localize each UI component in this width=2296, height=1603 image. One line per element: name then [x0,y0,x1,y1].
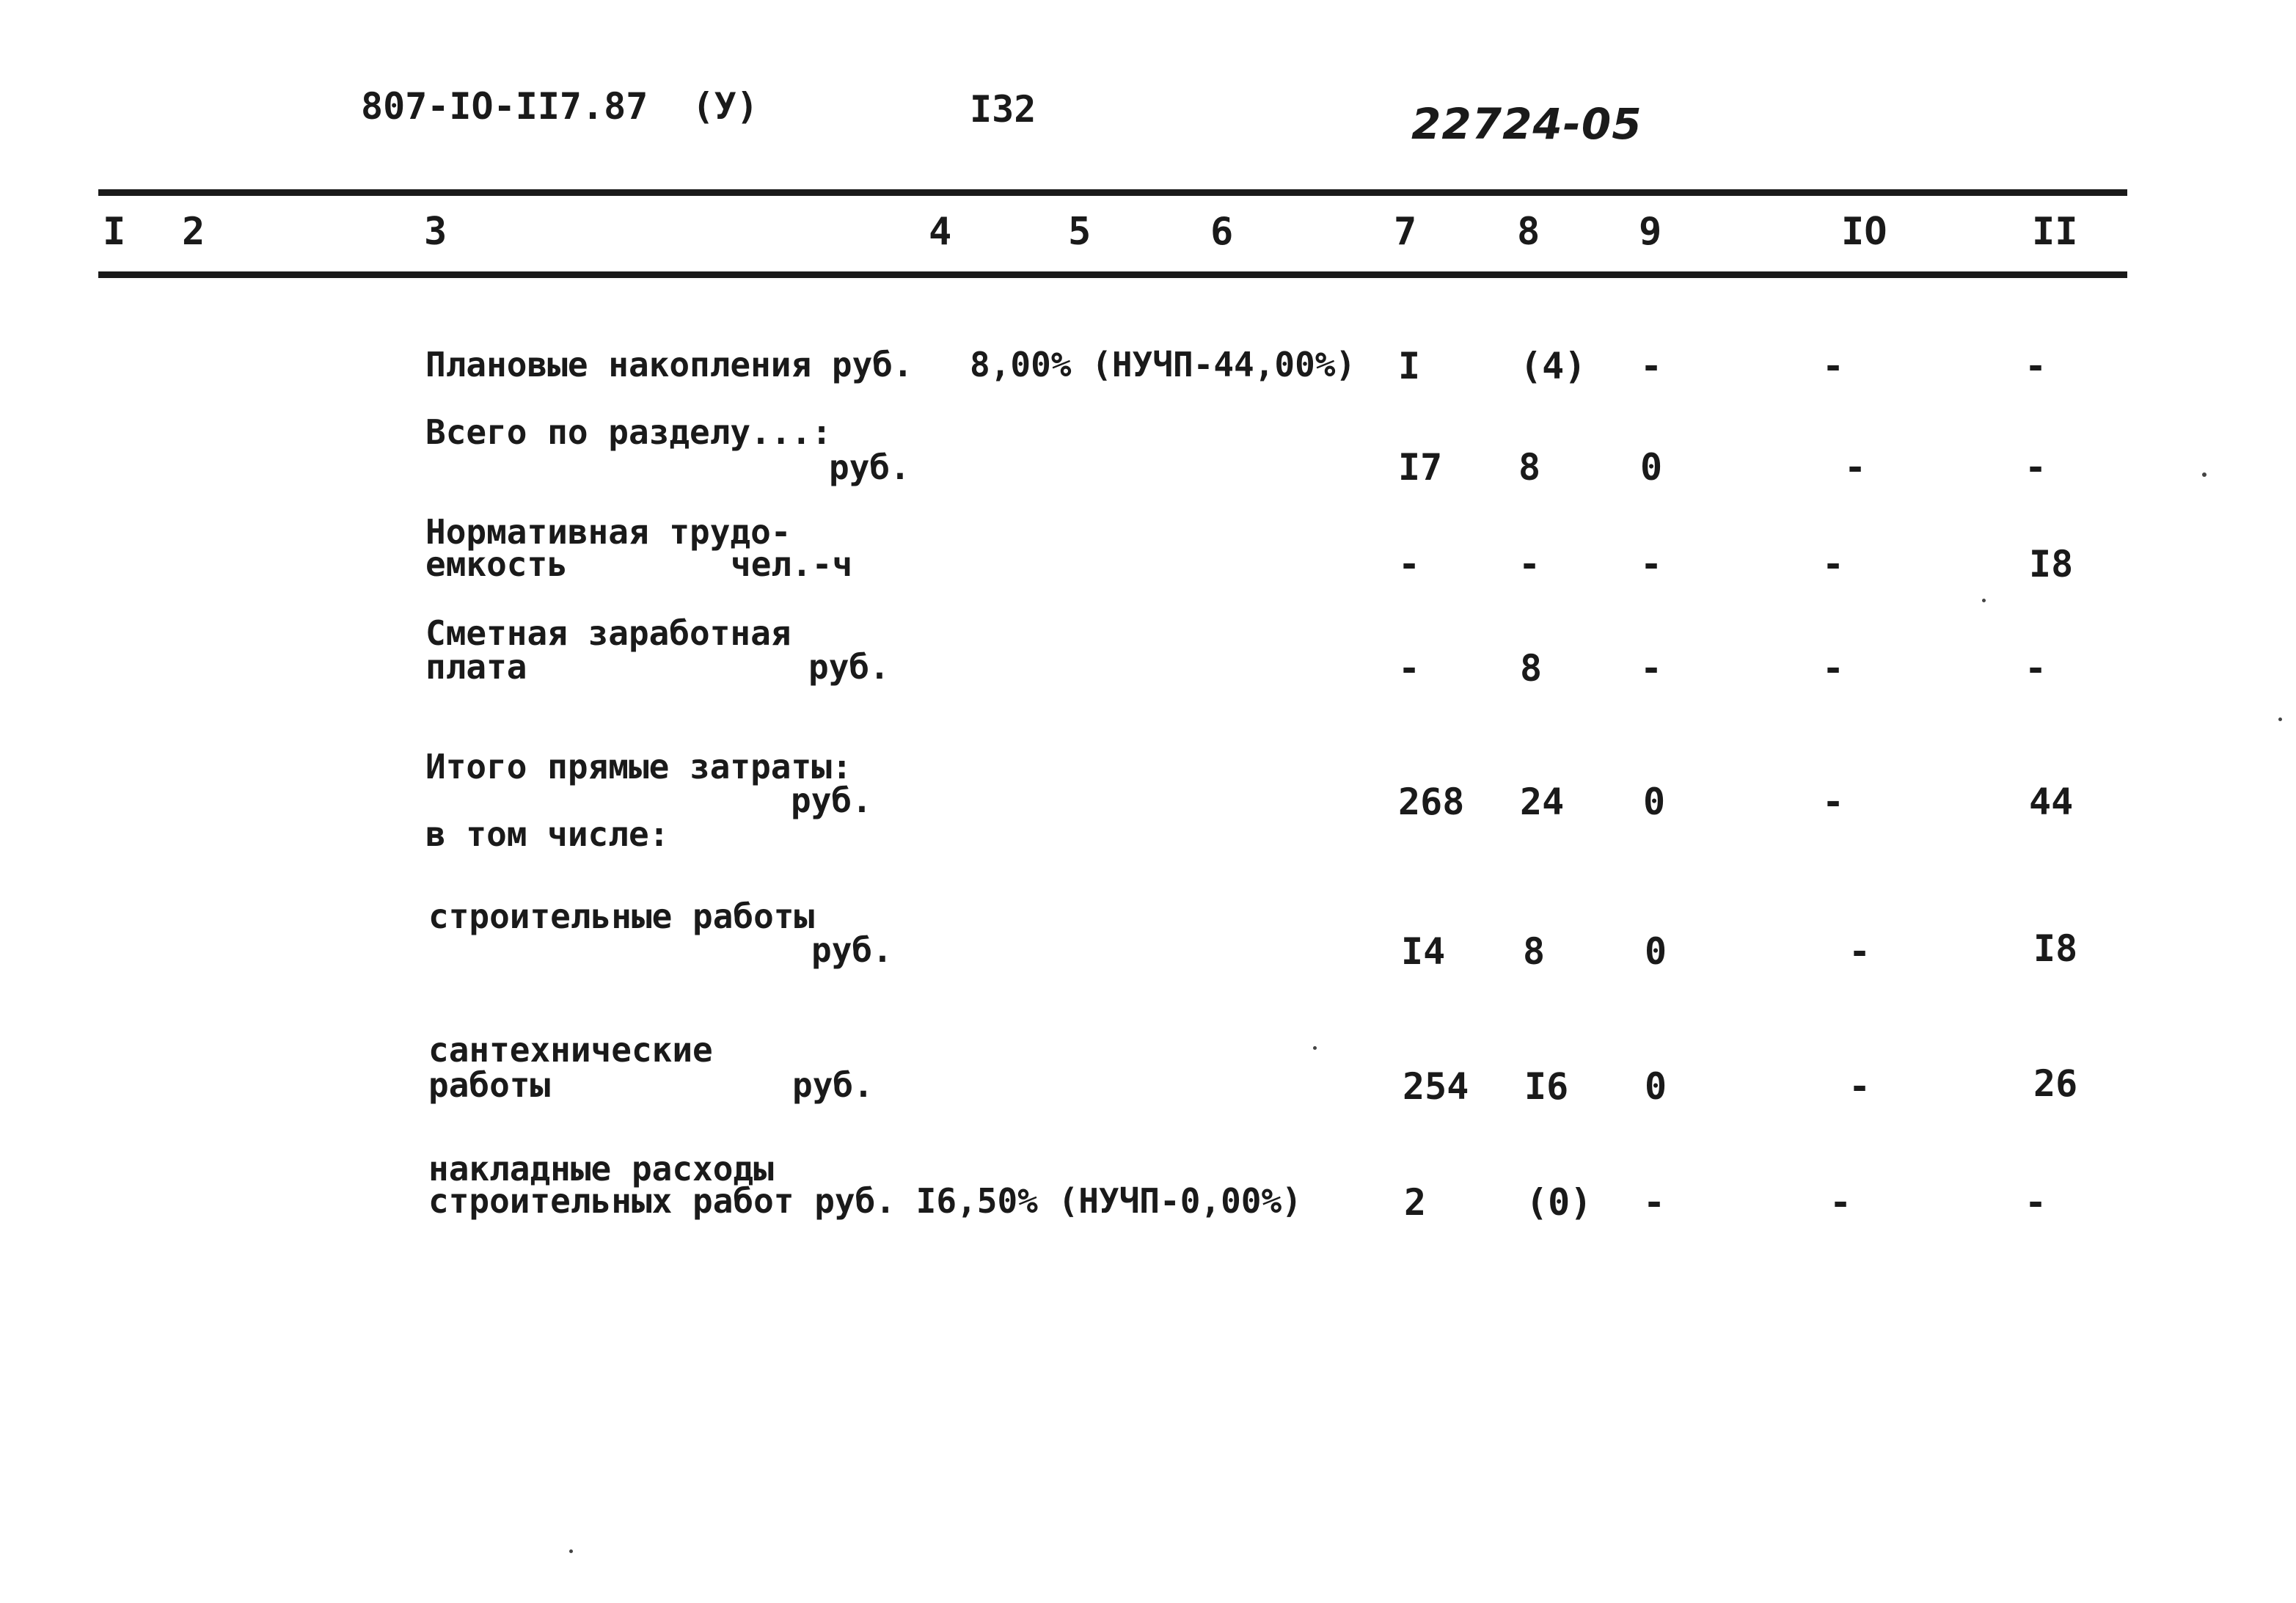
column-header: IO [1841,210,1887,254]
column-header: 3 [424,210,447,254]
cell-col7: - [1398,647,1421,690]
cell-col11: 44 [2029,781,2074,823]
cell-col8: (0) [1526,1181,1593,1224]
page-number: I32 [970,88,1037,131]
scan-speck [1982,599,1986,602]
cell-col9: - [1640,345,1663,387]
row-label: строительные работы [428,897,815,936]
cell-col9: - [1643,1181,1666,1224]
cell-col9: 0 [1645,930,1667,973]
row-label: Итого прямые затраты: [425,747,852,786]
row-label: сантехнические [428,1030,713,1070]
cell-col7: 2 [1404,1181,1427,1224]
cell-col10: - [1822,345,1845,387]
column-header: II [2032,210,2078,254]
cell-col7: I4 [1401,930,1446,973]
row-label: Нормативная трудо- [425,512,791,552]
column-header: 6 [1210,210,1234,254]
row-label: Плановые накопления руб. [425,345,913,384]
cell-col7: I7 [1398,446,1443,489]
cell-col9: 0 [1645,1065,1667,1108]
cell-col9: 0 [1640,446,1663,489]
column-header: 8 [1517,210,1540,254]
row-label: Всего по разделу...: [425,412,832,452]
cell-col9: 0 [1643,781,1666,823]
row-unit: руб. [808,647,890,687]
cell-col8: I6 [1524,1065,1569,1108]
cell-col8: - [1518,543,1541,585]
cell-col9: - [1640,647,1663,690]
cell-col8: (4) [1520,345,1587,387]
cell-col10: - [1829,1181,1852,1224]
cell-col7: I [1398,345,1421,387]
cell-col10: - [1822,781,1845,823]
cell-col8: 24 [1520,781,1565,823]
cell-col10: - [1849,930,1871,973]
cell-col7: - [1398,543,1421,585]
column-header: I [103,210,126,254]
row-label: в том числе: [425,814,670,854]
row-label: работы [428,1065,551,1105]
row-label: накладные расходы [428,1149,774,1188]
cell-col7: 254 [1403,1065,1469,1108]
row-unit: чел.-ч [731,544,853,584]
cell-col8: 8 [1520,647,1543,690]
document-code: 807-IO-II7.87 (У) [361,85,758,128]
cell-col8: 8 [1518,446,1541,489]
cell-col11: - [2025,446,2047,489]
cell-col10: - [1822,647,1845,690]
column-header: 4 [929,210,952,254]
header-bottom-rule [98,271,2127,278]
column-header: 7 [1394,210,1417,254]
scan-speck [2278,717,2282,721]
row-note: 8,00% (НУЧП-44,00%) [970,345,1356,384]
row-label: строительных работ руб. I6,50% (НУЧП-0,00%) [428,1181,1302,1221]
row-unit: руб. [829,448,910,487]
row-label: Сметная заработная [425,613,791,653]
scan-speck [2202,472,2207,477]
column-header: 2 [182,210,205,254]
cell-col11: - [2025,1181,2047,1224]
cell-col11: - [2025,345,2047,387]
cell-col7: 268 [1398,781,1465,823]
row-unit: руб. [792,1065,874,1105]
cell-col8: 8 [1523,930,1546,973]
row-unit: руб. [811,930,893,970]
cell-col9: - [1640,543,1663,585]
cell-col10: - [1844,446,1867,489]
row-label: емкость [425,544,568,584]
cell-col11: 26 [2033,1062,2078,1105]
row-label: плата [425,647,527,687]
column-header: 5 [1068,210,1092,254]
cell-col11: - [2025,647,2047,690]
cell-col10: - [1849,1065,1871,1108]
column-header: 9 [1639,210,1662,254]
cell-col11: I8 [2029,543,2074,585]
row-unit: руб. [791,781,872,820]
scan-speck [569,1549,573,1553]
top-rule [98,189,2127,196]
scan-speck [1313,1046,1317,1050]
cell-col10: - [1822,543,1845,585]
inventory-stamp: 22724-05 [1411,99,1642,149]
cell-col11: I8 [2033,927,2078,970]
